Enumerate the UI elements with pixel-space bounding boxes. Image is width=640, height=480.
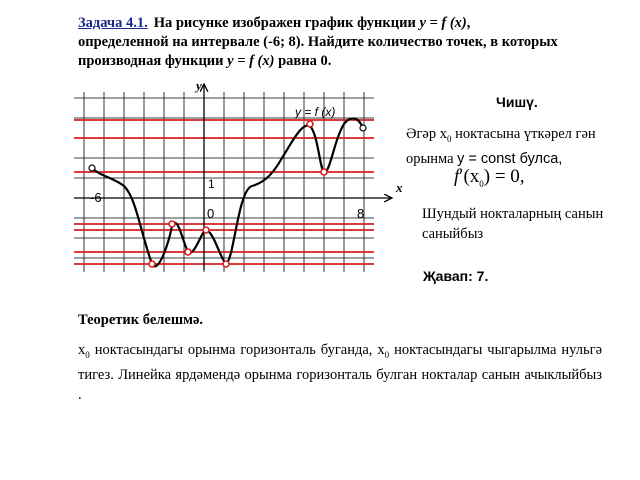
theory-heading: Теоретик белешмә. [78, 312, 204, 328]
task-function-1: y = f (x) [419, 15, 467, 31]
y-axis-label: y [196, 78, 202, 93]
derivative-formula [454, 166, 525, 189]
solution-text-3: булса, [515, 150, 563, 167]
extremum-point [185, 249, 191, 255]
start-point [89, 165, 95, 171]
x-axis-label: x [396, 180, 403, 195]
solution-text-1: Әгәр x [406, 126, 447, 142]
extremum-point [307, 121, 313, 127]
solution-count-text: Шундый нокталарның санын саныйбыз [422, 206, 604, 242]
solution-heading: Чишү. [496, 94, 538, 110]
tick-label-minus6: -6 [90, 190, 102, 205]
formula-end: ) = 0, [483, 166, 525, 187]
end-point [360, 125, 366, 131]
extremum-point [223, 261, 229, 267]
tick-label-eight: 8 [357, 206, 365, 221]
function-curve [92, 118, 363, 266]
task-text-1: На рисунке изображен график функции [153, 15, 420, 31]
solution-const: y = const [457, 150, 516, 167]
task-text-3: равна 0. [274, 53, 332, 69]
task-function-2: y = f (x) [227, 53, 275, 69]
solution-condition [406, 124, 636, 169]
extremum-point [149, 261, 155, 267]
solution-sub-1: 0 [446, 133, 452, 144]
theory-t2: ноктасындагы орынма горизонталь буганда, x [89, 342, 385, 358]
formula-sub: 0 [479, 178, 484, 189]
theory-sub-1: 0 [85, 349, 90, 360]
theory-t3: ноктасындагы чыгарылма нульгә тигез. Линейка ярдәмендә орынма горизонталь булган нокталар санын ачыклыйбыз . [78, 342, 602, 403]
extremum-point [321, 169, 327, 175]
formula-f: f [454, 166, 460, 187]
theory-t1: x [78, 342, 86, 358]
theory-text [78, 340, 602, 405]
task-statement [78, 14, 558, 71]
extremum-point [169, 221, 175, 227]
tick-label-one: 1 [208, 177, 215, 191]
solution-text-2: ноктасына үткәрел гән орынма [406, 126, 596, 167]
extremum-points [149, 121, 327, 267]
extremum-point [203, 227, 209, 233]
theory-sub-2: 0 [384, 349, 390, 360]
function-graph [74, 78, 403, 280]
function-label: y = f (x) [295, 105, 336, 119]
task-number: Задача 4.1. [78, 15, 148, 31]
tick-label-zero: 0 [207, 206, 215, 221]
answer: Җавап: 7. [423, 268, 489, 284]
task-text-2: , определенной на интервале (-6; 8). Найдите количество точек, в которых производная функции [78, 15, 558, 69]
formula-rest: ′(x [459, 166, 480, 187]
